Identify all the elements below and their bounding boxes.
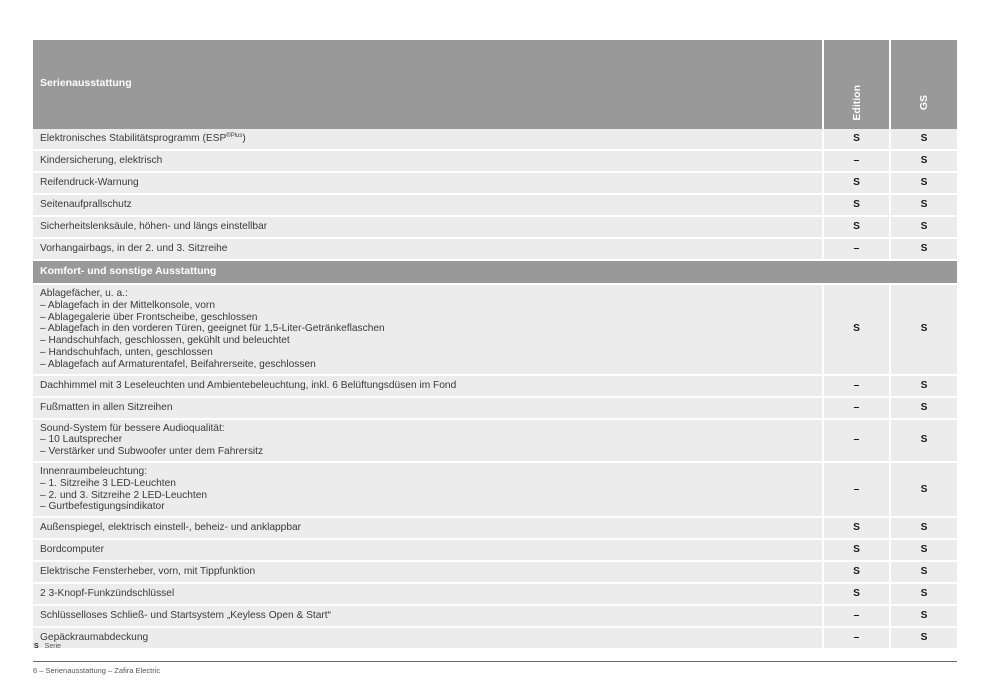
feature-cell <box>33 150 823 172</box>
feature-text: – Ablagefach in den vorderen Türen, geeignet für 1,5-Liter-Getränkeflaschen <box>40 323 385 335</box>
table-row <box>33 462 957 517</box>
feature-text: – Handschuhfach, unten, geschlossen <box>40 346 213 358</box>
feature-text: Seitenaufprallschutz <box>40 199 132 211</box>
feature-cell <box>33 375 823 397</box>
feature-cell <box>33 419 823 462</box>
feature-text: Fußmatten in allen Sitzreihen <box>40 401 173 413</box>
table-row <box>33 605 957 627</box>
table-row <box>33 517 957 539</box>
column-header-edition <box>823 40 890 129</box>
section-title: Komfort- und sonstige Ausstattung <box>33 260 957 284</box>
table-row <box>33 397 957 419</box>
gs-value: S <box>890 129 957 150</box>
feature-cell <box>33 539 823 561</box>
edition-value: – <box>823 150 890 172</box>
feature-cell <box>33 172 823 194</box>
feature-text: Elektrische Fensterheber, vorn, mit Tippfunktion <box>40 566 256 578</box>
feature-name <box>40 155 815 167</box>
equipment-table <box>33 40 957 650</box>
page-footer: 6 – Serienausstattung – Zafira Electric <box>33 666 161 675</box>
feature-subitem <box>40 490 815 502</box>
feature-cell <box>33 397 823 419</box>
feature-text: Ablagefächer, u. a.: <box>40 288 128 299</box>
legend <box>34 643 61 650</box>
gs-value: S <box>890 517 957 539</box>
feature-subitem <box>40 359 815 371</box>
feature-text: – 2. und 3. Sitzreihe 2 LED-Leuchten <box>40 489 208 501</box>
feature-name <box>40 402 815 414</box>
section-header-row <box>33 260 957 284</box>
feature-name <box>40 423 815 435</box>
table-row <box>33 194 957 216</box>
table-row <box>33 216 957 238</box>
feature-name <box>40 544 815 556</box>
feature-text: Vorhangairbags, in der 2. und 3. Sitzreihe <box>40 243 228 255</box>
feature-text: – Ablagefach auf Armaturentafel, Beifahrerseite, geschlossen <box>40 358 316 370</box>
feature-cell <box>33 561 823 583</box>
table-row <box>33 419 957 462</box>
table-row <box>33 561 957 583</box>
table-row <box>33 375 957 397</box>
feature-name <box>40 380 815 392</box>
edition-value: – <box>823 419 890 462</box>
table-row <box>33 627 957 649</box>
feature-text: – Ablagegalerie über Frontscheibe, geschlossen <box>40 311 258 323</box>
feature-subitem <box>40 335 815 347</box>
gs-value: S <box>890 462 957 517</box>
feature-suffix: ) <box>242 133 246 145</box>
gs-value: S <box>890 216 957 238</box>
gs-value: S <box>890 150 957 172</box>
edition-value: S <box>823 539 890 561</box>
feature-subitem <box>40 312 815 324</box>
table-row <box>33 150 957 172</box>
feature-cell <box>33 627 823 649</box>
feature-cell <box>33 583 823 605</box>
column-header-gs <box>890 40 957 129</box>
feature-name <box>40 466 815 478</box>
feature-subitem <box>40 300 815 312</box>
edition-value: S <box>823 194 890 216</box>
edition-value: – <box>823 375 890 397</box>
gs-value: S <box>890 172 957 194</box>
column-label-gs: GS <box>918 94 930 111</box>
feature-name <box>40 522 815 534</box>
legend-text: Serie <box>44 643 62 650</box>
edition-value: S <box>823 129 890 150</box>
gs-value: S <box>890 605 957 627</box>
feature-text: Sound-System für bessere Audioqualität: <box>40 422 225 434</box>
feature-text: – 1. Sitzreihe 3 LED-Leuchten <box>40 477 176 489</box>
feature-text: Kindersicherung, elektrisch <box>40 155 163 167</box>
legend-symbol: S <box>34 643 39 650</box>
edition-value: – <box>823 462 890 517</box>
feature-name <box>40 288 815 300</box>
feature-text: Innenraumbeleuchtung: <box>40 465 148 477</box>
superscript-mark: ®Plus <box>226 133 243 140</box>
edition-value: – <box>823 238 890 260</box>
gs-value: S <box>890 561 957 583</box>
feature-name <box>40 243 815 255</box>
gs-value: S <box>890 194 957 216</box>
feature-cell <box>33 605 823 627</box>
column-label-edition: Edition <box>850 84 863 121</box>
feature-text: Sicherheitslenksäule, höhen- und längs einstellbar <box>40 221 268 233</box>
feature-text: – Gurtbefestigungsindikator <box>40 501 165 513</box>
feature-text: – 10 Lautsprecher <box>40 434 123 446</box>
edition-value: S <box>823 517 890 539</box>
table-row <box>33 583 957 605</box>
edition-value: – <box>823 605 890 627</box>
feature-name <box>40 566 815 578</box>
feature-name <box>40 133 815 145</box>
feature-cell <box>33 194 823 216</box>
feature-name <box>40 199 815 211</box>
feature-cell <box>33 517 823 539</box>
feature-subitem <box>40 347 815 359</box>
feature-cell <box>33 284 823 375</box>
feature-text: Dachhimmel mit 3 Leseleuchten und Ambientebeleuchtung, inkl. 6 Belüftungsdüsen im Fond <box>40 379 457 391</box>
feature-cell <box>33 462 823 517</box>
edition-value: – <box>823 397 890 419</box>
feature-text: – Handschuhfach, geschlossen, gekühlt und beleuchtet <box>40 335 290 347</box>
table-row <box>33 129 957 150</box>
feature-name <box>40 610 815 622</box>
table-row <box>33 172 957 194</box>
table-header <box>33 40 957 129</box>
feature-cell <box>33 216 823 238</box>
feature-text: Außenspiegel, elektrisch einstell-, beheiz- und anklappbar <box>40 522 302 534</box>
table-body <box>33 129 957 649</box>
edition-value: S <box>823 583 890 605</box>
feature-subitem <box>40 323 815 335</box>
feature-text: Gepäckraumabdeckung <box>40 632 149 644</box>
gs-value: S <box>890 539 957 561</box>
feature-subitem <box>40 434 815 446</box>
feature-cell <box>33 129 823 150</box>
gs-value: S <box>890 583 957 605</box>
feature-text: Schlüsselloses Schließ- und Startsystem „Keyless Open & Start“ <box>40 610 332 622</box>
table-title: Serienausstattung <box>33 40 823 129</box>
edition-value: S <box>823 561 890 583</box>
feature-subitem <box>40 501 815 513</box>
feature-name <box>40 177 815 189</box>
feature-text: 2 3-Knopf-Funkzündschlüssel <box>40 588 175 600</box>
gs-value: S <box>890 627 957 649</box>
feature-text: Elektronisches Stabilitätsprogramm (ESP <box>40 133 227 145</box>
feature-name <box>40 221 815 233</box>
gs-value: S <box>890 284 957 375</box>
edition-value: – <box>823 627 890 649</box>
feature-subitem <box>40 478 815 490</box>
gs-value: S <box>890 397 957 419</box>
gs-value: S <box>890 375 957 397</box>
edition-value: S <box>823 216 890 238</box>
edition-value: S <box>823 284 890 375</box>
table-row <box>33 539 957 561</box>
table-row <box>33 284 957 375</box>
feature-name <box>40 588 815 600</box>
feature-subitem <box>40 446 815 458</box>
feature-text: Bordcomputer <box>40 544 104 556</box>
gs-value: S <box>890 238 957 260</box>
footer-divider <box>33 661 957 662</box>
feature-name <box>40 632 815 644</box>
table-row <box>33 238 957 260</box>
feature-text: Reifendruck-Warnung <box>40 177 139 189</box>
feature-text: – Ablagefach in der Mittelkonsole, vorn <box>40 299 215 311</box>
feature-cell <box>33 238 823 260</box>
edition-value: S <box>823 172 890 194</box>
gs-value: S <box>890 419 957 462</box>
feature-text: – Verstärker und Subwoofer unter dem Fahrersitz <box>40 446 264 458</box>
